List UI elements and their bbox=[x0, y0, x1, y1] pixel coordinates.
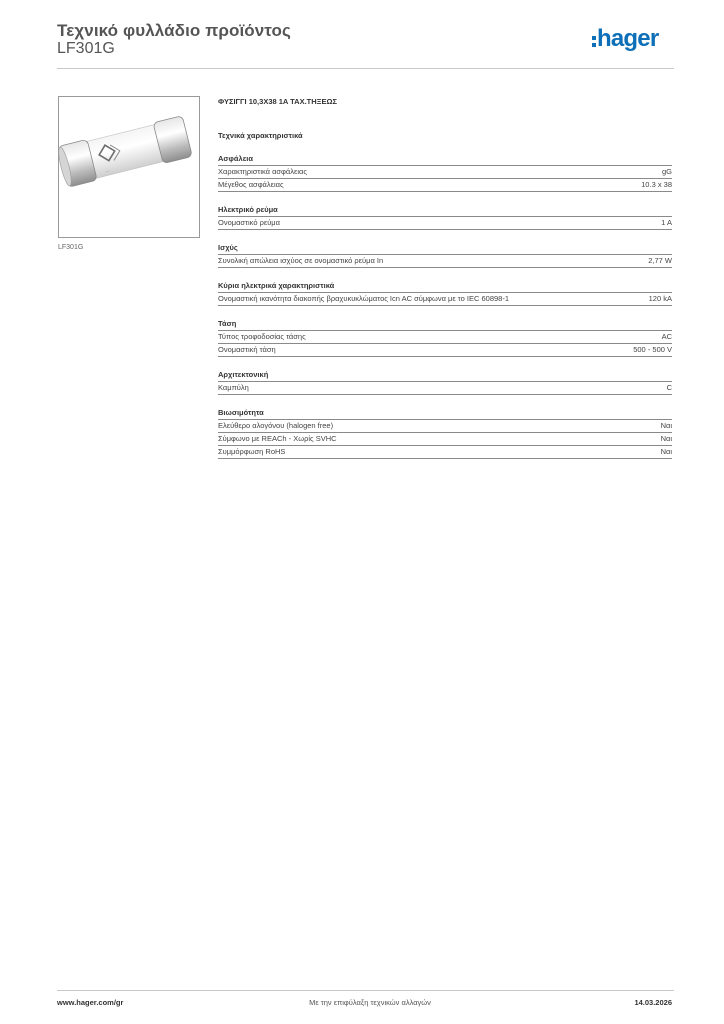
spec-value: 120 kA bbox=[648, 294, 672, 303]
spec-value: gG bbox=[661, 167, 672, 176]
product-code: LF301G bbox=[57, 40, 115, 57]
svg-text:—: — bbox=[104, 167, 110, 174]
spec-row bbox=[218, 433, 672, 446]
spec-label: Μέγεθος ασφάλειας bbox=[218, 180, 284, 189]
header-divider bbox=[57, 68, 674, 69]
spec-label: Σύμφωνο με REACh - Χωρίς SVHC bbox=[218, 434, 337, 443]
footer-divider bbox=[57, 990, 674, 991]
spec-label: Καμπύλη bbox=[218, 383, 249, 392]
spec-row bbox=[218, 166, 672, 179]
spec-row bbox=[218, 293, 672, 306]
spec-label: Συνολική απώλεια ισχύος σε ονομαστικό ρεύμα In bbox=[218, 256, 384, 265]
image-caption: LF301G bbox=[58, 244, 84, 251]
group-title-fuse: Ασφάλεια bbox=[218, 153, 672, 166]
hager-logo bbox=[592, 27, 674, 57]
spec-label: Συμμόρφωση RoHS bbox=[218, 447, 286, 456]
spec-label: Ονομαστικό ρεύμα bbox=[218, 218, 280, 227]
group-title-voltage: Τάση bbox=[218, 318, 672, 331]
footer-date: 14.03.2026 bbox=[634, 998, 672, 1007]
product-image bbox=[58, 96, 200, 238]
spec-row bbox=[218, 446, 672, 459]
spec-value: Ναι bbox=[660, 447, 672, 456]
group-title-current: Ηλεκτρικό ρεύμα bbox=[218, 204, 672, 217]
spec-row bbox=[218, 179, 672, 192]
spec-row bbox=[218, 344, 672, 357]
spec-label: Ελεύθερο αλογόνου (halogen free) bbox=[218, 421, 334, 430]
logo-dots-icon bbox=[592, 36, 596, 50]
specifications-panel bbox=[218, 96, 672, 459]
spec-label: Ονομαστική τάση bbox=[218, 345, 276, 354]
spec-value: 2,77 W bbox=[648, 256, 672, 265]
spec-value: 1 A bbox=[661, 218, 672, 227]
section-heading: Τεχνικά χαρακτηριστικά bbox=[218, 131, 303, 140]
spec-row bbox=[218, 255, 672, 268]
spec-row bbox=[218, 382, 672, 395]
document-title: Τεχνικό φυλλάδιο προϊόντος bbox=[57, 21, 291, 40]
spec-label: Χαρακτηριστικά ασφάλειας bbox=[218, 167, 307, 176]
group-title-architecture: Αρχιτεκτονική bbox=[218, 369, 672, 382]
spec-value: Ναι bbox=[660, 421, 672, 430]
spec-value: 500 - 500 V bbox=[633, 345, 672, 354]
footer-notice: Με την επιφύλαξη τεχνικών αλλαγών bbox=[309, 998, 431, 1007]
group-title-sustainability: Βιωσιμότητα bbox=[218, 407, 672, 420]
spec-value: 10.3 x 38 bbox=[641, 180, 672, 189]
spec-value: Ναι bbox=[660, 434, 672, 443]
fuse-cartridge-icon bbox=[59, 97, 199, 237]
group-title-power: Ισχύς bbox=[218, 242, 672, 255]
footer-website-link[interactable]: www.hager.com/gr bbox=[57, 998, 124, 1007]
spec-value: C bbox=[666, 383, 672, 392]
spec-row bbox=[218, 217, 672, 230]
logo-wordmark: hager bbox=[597, 25, 659, 52]
spec-label: Τύπος τροφοδοσίας τάσης bbox=[218, 332, 306, 341]
spec-row bbox=[218, 331, 672, 344]
group-title-electrical: Κύρια ηλεκτρικά χαρακτηριστικά bbox=[218, 280, 672, 293]
product-name: ΦΥΣΙΓΓΙ 10,3X38 1A ΤΑΧ.ΤΗΞΕΩΣ bbox=[218, 97, 338, 106]
spec-label: Ονομαστική ικανότητα διακοπής βραχυκυκλώματος Icn AC σύμφωνα με το IEC 60898-1 bbox=[218, 294, 510, 303]
spec-row bbox=[218, 420, 672, 433]
spec-value: AC bbox=[661, 332, 672, 341]
